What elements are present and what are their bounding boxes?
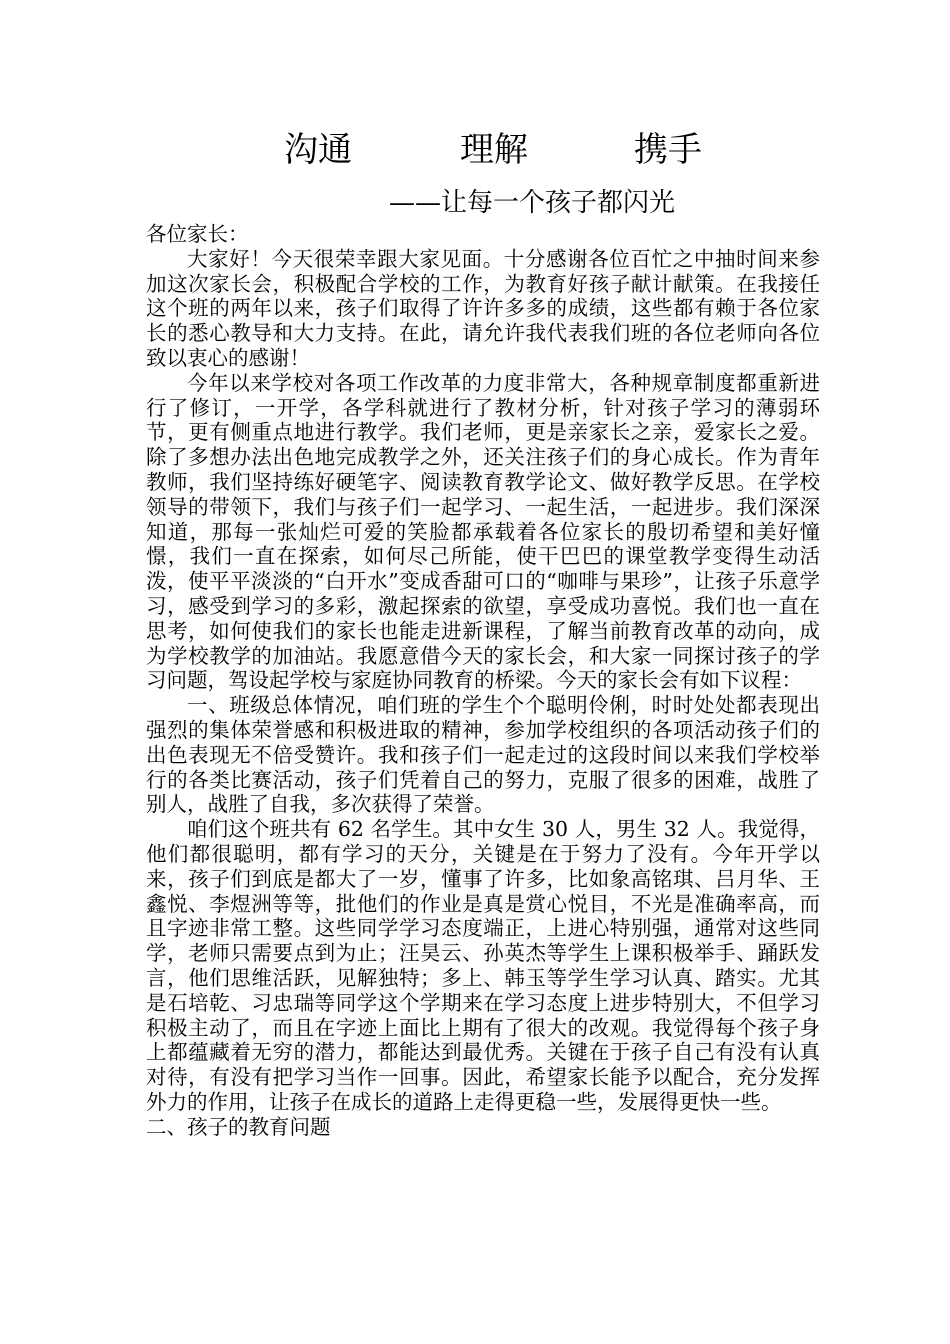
title-word-hand-in-hand: 携手 xyxy=(634,130,702,170)
document-title xyxy=(0,128,950,172)
paragraph-student-details: 咱们这个班共有 62 名学生。其中女生 30 人，男生 32 人。我觉得，他们都很聪明，都有学习的天分，关键是在于努力了没有。今年开学以来，孩子们到底是都大了一岁，懂事了许多，比如象高铭琪、吕月华、王鑫悦、李煜洲等等，批他们的作业是真是赏心悦目，不光是准确率高，而且字迹非常工整。这些同学学习态度端正，上进心特别强，通常对这些同学，老师只需要点到为止；汪昊云、孙英杰等学生上课积极举手、踊跃发言，他们思维活跃，见解独特；多上、韩玉等学生学习认真、踏实。尤其是石培乾、习忠瑞等同学这个学期来在学习态度上进步特别大，不但学习积极主动了，而且在字迹上面比上期有了很大的改观。我觉得每个孩子身上都蕴藏着无穷的潜力，都能达到最优秀。关键在于孩子自己有没有认真对待，有没有把学习当作一回事。因此，希望家长能予以配合，充分发挥外力的作用，让孩子在成长的道路上走得更稳一些，发展得更快一些。 xyxy=(146,817,820,1114)
paragraph-school-reform: 今年以来学校对各项工作改革的力度非常大，各种规章制度都重新进行了修订，一开学，各学科就进行了教材分析，针对孩子学习的薄弱环节，更有侧重点地进行教学。我们老师，更是亲家长之亲，爱家长之爱。除了多想办法出色地完成教学之外，还关注孩子们的身心成长。作为青年教师，我们坚持练好硬笔字、阅读教育教学论文、做好教学反思。在学校领导的带领下，我们与孩子们一起学习、一起生活，一起进步。我们深深知道，那每一张灿烂可爱的笑脸都承载着各位家长的殷切希望和美好憧憬，我们一直在探索，如何尽己所能，使干巴巴的课堂教学变得生动活泼，使平平淡淡的“白开水”变成香甜可口的“咖啡与果珍”，让孩子乐意学习，感受到学习的多彩，激起探索的欲望，享受成功喜悦。我们也一直在思考，如何使我们的家长也能走进新课程，了解当前教育改革的动向，成为学校教学的加油站。我愿意借今天的家长会，和大家一同探讨孩子的学习问题，驾设起学校与家庭协同教育的桥梁。今天的家长会有如下议程： xyxy=(146,370,820,693)
document-body xyxy=(146,222,820,1139)
paragraph-class-overview: 一、班级总体情况，咱们班的学生个个聪明伶俐，时时处处都表现出强烈的集体荣誉感和积极进取的精神，参加学校组织的各项活动孩子们的出色表现无不倍受赞许。我和孩子们一起走过的这段时间以来我们学校举行的各类比赛活动，孩子们凭着自己的努力，克服了很多的困难，战胜了别人，战胜了自我，多次获得了荣誉。 xyxy=(146,693,820,817)
salutation: 各位家长： xyxy=(146,222,249,246)
title-word-understand: 理解 xyxy=(460,130,528,170)
section-heading: 二、孩子的教育问题 xyxy=(146,1114,331,1139)
paragraph-greeting: 大家好！今天很荣幸跟大家见面。十分感谢各位百忙之中抽时间来参加这次家长会，积极配合学校的工作，为教育好孩子献计献策。在我接任这个班的两年以来，孩子们取得了许许多多的成绩，这些都有赖于各位家长的悉心教导和大力支持。在此，请允许我代表我们班的各位老师向各位致以衷心的感谢！ xyxy=(146,246,820,370)
document-subtitle: ——让每一个孩子都闪光 xyxy=(389,188,676,218)
title-word-communicate: 沟通 xyxy=(284,130,352,170)
